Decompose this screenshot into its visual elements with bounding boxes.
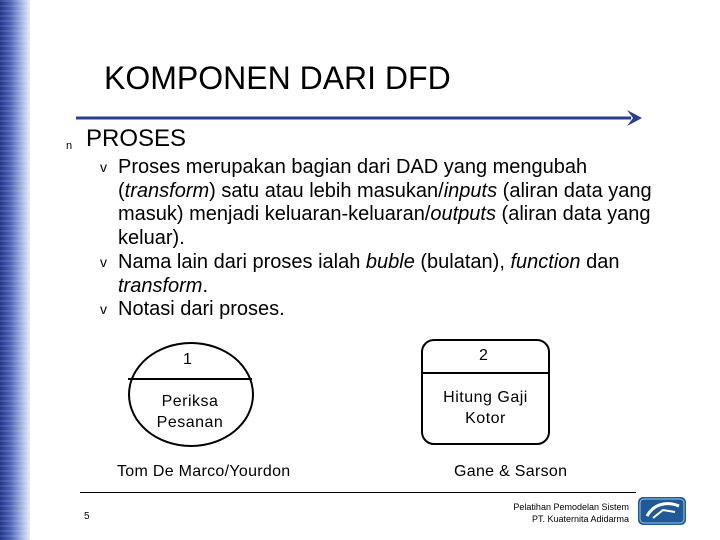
gane-sarson-label-line1: Hitung Gaji: [443, 389, 528, 406]
bullet-item: [100, 251, 690, 298]
footer-line2: PT. Kuaternita Adidarma: [531, 514, 629, 524]
bullet-text-segment: (aliran data yang keluar).: [118, 203, 651, 250]
gane-sarson-process-label: [423, 387, 548, 429]
italic-term: outputs: [430, 203, 496, 226]
bullet-text-segment: Proses merupakan bagian dari DAD yang mengubah (: [118, 156, 588, 202]
slide-title: KOMPONEN DARI DFD: [104, 60, 451, 96]
company-logo-icon: [637, 496, 687, 526]
italic-term: buble: [365, 250, 415, 273]
page-number: 5: [84, 511, 90, 522]
italic-term: function: [510, 250, 581, 273]
bullet-text: [118, 156, 690, 251]
yourdon-divider: [128, 378, 252, 380]
diamond-bullet-icon: v: [100, 253, 107, 270]
diamond-bullet-icon: v: [100, 301, 107, 318]
bullet-text-segment: dan: [580, 250, 620, 273]
bullet-list: [100, 156, 690, 322]
diamond-bullet-icon: v: [100, 159, 107, 175]
bullet-text-segment: (aliran data yang masuk) menjadi keluaran-keluaran/: [118, 179, 652, 226]
yourdon-process-number: 1: [183, 351, 192, 368]
footer-credit: [513, 501, 629, 525]
gane-sarson-process-number: 2: [479, 347, 488, 364]
sidebar-stripe: [0, 0, 30, 540]
yourdon-label-line1: Periksa: [161, 393, 219, 410]
bullet-text-segment: ) satu atau lebih masukan/: [209, 179, 444, 202]
bullet-text: [118, 251, 690, 298]
footer-divider: [80, 492, 636, 493]
gane-sarson-label-line2: Kotor: [465, 410, 506, 427]
bullet-text-segment: .: [202, 274, 209, 297]
italic-term: transform: [118, 274, 203, 297]
bullet-item: [100, 298, 690, 322]
bullet-text-segment: Notasi dari proses.: [118, 298, 285, 321]
yourdon-label-line2: Pesanan: [156, 414, 224, 431]
bullet-text-segment: Nama lain dari proses ialah: [118, 250, 366, 273]
yourdon-caption: Tom De Marco/Yourdon: [117, 463, 291, 480]
heading-bullet-icon: n: [66, 140, 73, 152]
italic-term: inputs: [443, 179, 498, 202]
section-heading: PROSES: [86, 125, 187, 152]
italic-term: transform: [124, 179, 210, 202]
yourdon-process-label: [130, 391, 250, 433]
bullet-text-segment: (bulatan),: [414, 250, 511, 273]
footer-line1: Pelatihan Pemodelan Sistem: [513, 502, 629, 512]
gane-sarson-caption: Gane & Sarson: [454, 463, 568, 480]
gane-sarson-divider: [421, 372, 548, 374]
bullet-text: [118, 298, 690, 322]
bullet-item: [100, 156, 690, 251]
